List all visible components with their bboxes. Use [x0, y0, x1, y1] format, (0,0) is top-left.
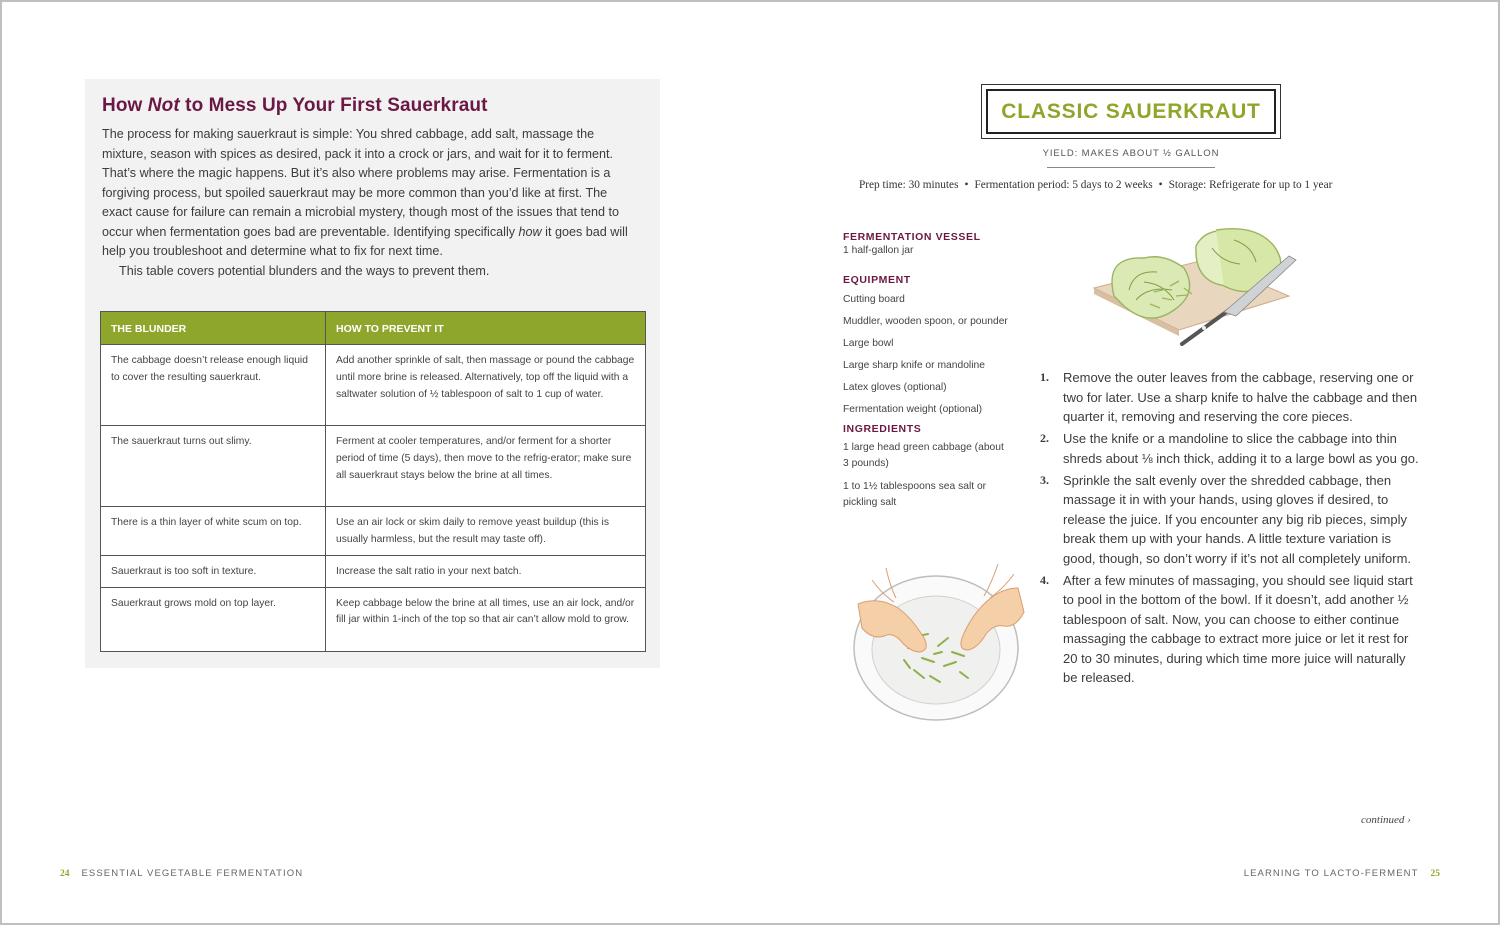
intro-paragraph: The process for making sauerkraut is simple: You shred cabbage, add salt, massage the mixture, season with spices as desired, pack it into a crock or jars, and wait for it to ferment. That’s where the magic happens. But it’s also where problems may arise. Fermentation is a forgiving process, but spoiled sauerkraut may be more common than you’d like at first. The exact cause for failure can remain a microbial mystery, though most of the issues that tend to occur when fermentation goes bad are preventable. Identifying specifically how it goes bad will help you troubleshoot and determine what to fix for next time.	[102, 127, 628, 258]
table-row	[101, 345, 646, 426]
equipment-item: Latex gloves (optional)	[843, 382, 947, 394]
blunder-cell: The sauerkraut turns out slimy.	[101, 426, 326, 507]
footer-section-title: LEARNING TO LACTO-FERMENT	[1243, 868, 1419, 879]
hands-massaging-cabbage-illustration	[848, 558, 1038, 726]
vessel-heading: FERMENTATION VESSEL	[843, 231, 981, 243]
ingredient-item	[843, 479, 1033, 512]
column-header-prevent: HOW TO PREVENT IT	[326, 312, 646, 345]
step-number: 1.	[1040, 370, 1049, 384]
footer-book-title: ESSENTIAL VEGETABLE FERMENTATION	[81, 868, 304, 879]
recipe-step	[1038, 368, 1422, 427]
intro-paragraph-table-note: This table covers potential blunders and the ways to prevent them.	[119, 263, 490, 278]
table-row	[101, 555, 646, 587]
ingredient-line: 3 pounds)	[843, 458, 889, 470]
prevention-cell: Add another sprinkle of salt, then massage or pound the cabbage until more brine is released. Alternatively, top off the liquid with a saltwater solution of ½ tablespoon of salt to 1 cup of water.	[326, 345, 646, 426]
equipment-item: Muddler, wooden spoon, or pounder	[843, 315, 1008, 327]
equipment-item: Large sharp knife or mandoline	[843, 360, 985, 372]
equipment-item: Large bowl	[843, 337, 894, 349]
step-text: Remove the outer leaves from the cabbage, reserving one or two for later. Use a sharp knife to halve the cabbage and then quarter it, removing and reserving the core pieces.	[1063, 370, 1418, 424]
step-text: Sprinkle the salt evenly over the shredded cabbage, then massage it in with your hands, using gloves if desired, to release the juice. If you encounter any big rib pieces, simply break them up with your hands. A little texture variation is good, though, so don’t worry if it’s not all completely uniform.	[1063, 472, 1412, 566]
page-number-left: 24	[60, 869, 70, 879]
step-number: 2.	[1040, 431, 1049, 445]
recipe-title: CLASSIC SAUERKRAUT	[1001, 99, 1261, 123]
meta-bullet: •	[1158, 179, 1163, 191]
footer-right	[1244, 868, 1440, 879]
sidebar-intro	[102, 125, 637, 281]
ingredient-line: pickling salt	[843, 497, 897, 509]
sidebar-title: How Not to Mess Up Your First Sauerkraut	[102, 95, 488, 116]
equipment-item: Fermentation weight (optional)	[843, 404, 983, 416]
ingredients-heading: INGREDIENTS	[843, 422, 922, 435]
step-number: 4.	[1040, 572, 1049, 587]
blunder-cell: The cabbage doesn’t release enough liquid to cover the resulting sauerkraut.	[101, 345, 326, 426]
prevention-cell: Use an air lock or skim daily to remove yeast buildup (this is usually harmless, but the result may taste off).	[326, 507, 646, 556]
prevention-cell: Increase the salt ratio in your next batch.	[326, 555, 646, 587]
ingredient-line: 1 to 1½ tablespoons sea salt or	[843, 480, 987, 492]
equipment-item: Cutting board	[843, 293, 905, 305]
troubleshooting-sidebar	[85, 79, 660, 668]
vessel-item: 1 half-gallon jar	[843, 245, 914, 256]
table-header-row	[101, 312, 646, 345]
step-text: After a few minutes of massaging, you should see liquid start to pool in the bottom of the bowl. If it doesn’t, add another ½ tablespoon of salt. Now, you can choose to either continue massaging the cabbage to extract more juice or let it rest for 20 to 30 minutes, during which time more juice will naturally be released.	[1063, 572, 1413, 685]
meta-bullet: •	[964, 179, 969, 191]
blunder-cell: There is a thin layer of white scum on top.	[101, 507, 326, 556]
yield-divider	[1047, 167, 1215, 168]
equipment-heading: EQUIPMENT	[843, 273, 911, 286]
recipe-steps	[1038, 368, 1422, 690]
fermentation-period: Fermentation period: 5 days to 2 weeks	[974, 179, 1153, 191]
prep-time: Prep time: 30 minutes	[859, 179, 959, 191]
blunder-cell: Sauerkraut grows mold on top layer.	[101, 587, 326, 651]
recipe-step	[1038, 429, 1422, 468]
column-header-blunder: THE BLUNDER	[101, 312, 326, 345]
blunder-table	[100, 311, 646, 652]
table-row	[101, 587, 646, 651]
storage-info: Storage: Refrigerate for up to 1 year	[1168, 179, 1333, 191]
recipe-meta	[859, 179, 1332, 191]
recipe-title-box	[981, 84, 1281, 139]
ingredient-line: 1 large head green cabbage (about	[843, 441, 1004, 453]
continued-link[interactable]: continued ›	[1361, 814, 1411, 826]
step-number: 3.	[1040, 472, 1049, 487]
footer-left	[60, 868, 303, 879]
page-number-right: 25	[1430, 869, 1440, 879]
prevention-cell: Ferment at cooler temperatures, and/or ferment for a shorter period of time (5 days), then move to the refrig-erator; make sure all sauerkraut stays below the brine at all times.	[326, 426, 646, 507]
cabbage-cutting-board-illustration	[1084, 226, 1299, 354]
table-row	[101, 507, 646, 556]
blunder-cell: Sauerkraut is too soft in texture.	[101, 555, 326, 587]
recipe-title-frame	[986, 89, 1276, 134]
recipe-requirements	[843, 231, 1033, 512]
step-text: Use the knife or a mandoline to slice the cabbage into thin shreds about ⅛ inch thick, adding it to a large bowl as you go.	[1063, 431, 1419, 466]
recipe-step	[1038, 571, 1422, 688]
prevention-cell: Keep cabbage below the brine at all times, use an air lock, and/or fill jar within 1-inch of the top so that air can’t allow mold to grow.	[326, 587, 646, 651]
table-row	[101, 426, 646, 507]
ingredient-item	[843, 440, 1033, 473]
recipe-step	[1038, 471, 1422, 569]
recipe-yield: YIELD: MAKES ABOUT ½ GALLON	[1042, 148, 1220, 159]
